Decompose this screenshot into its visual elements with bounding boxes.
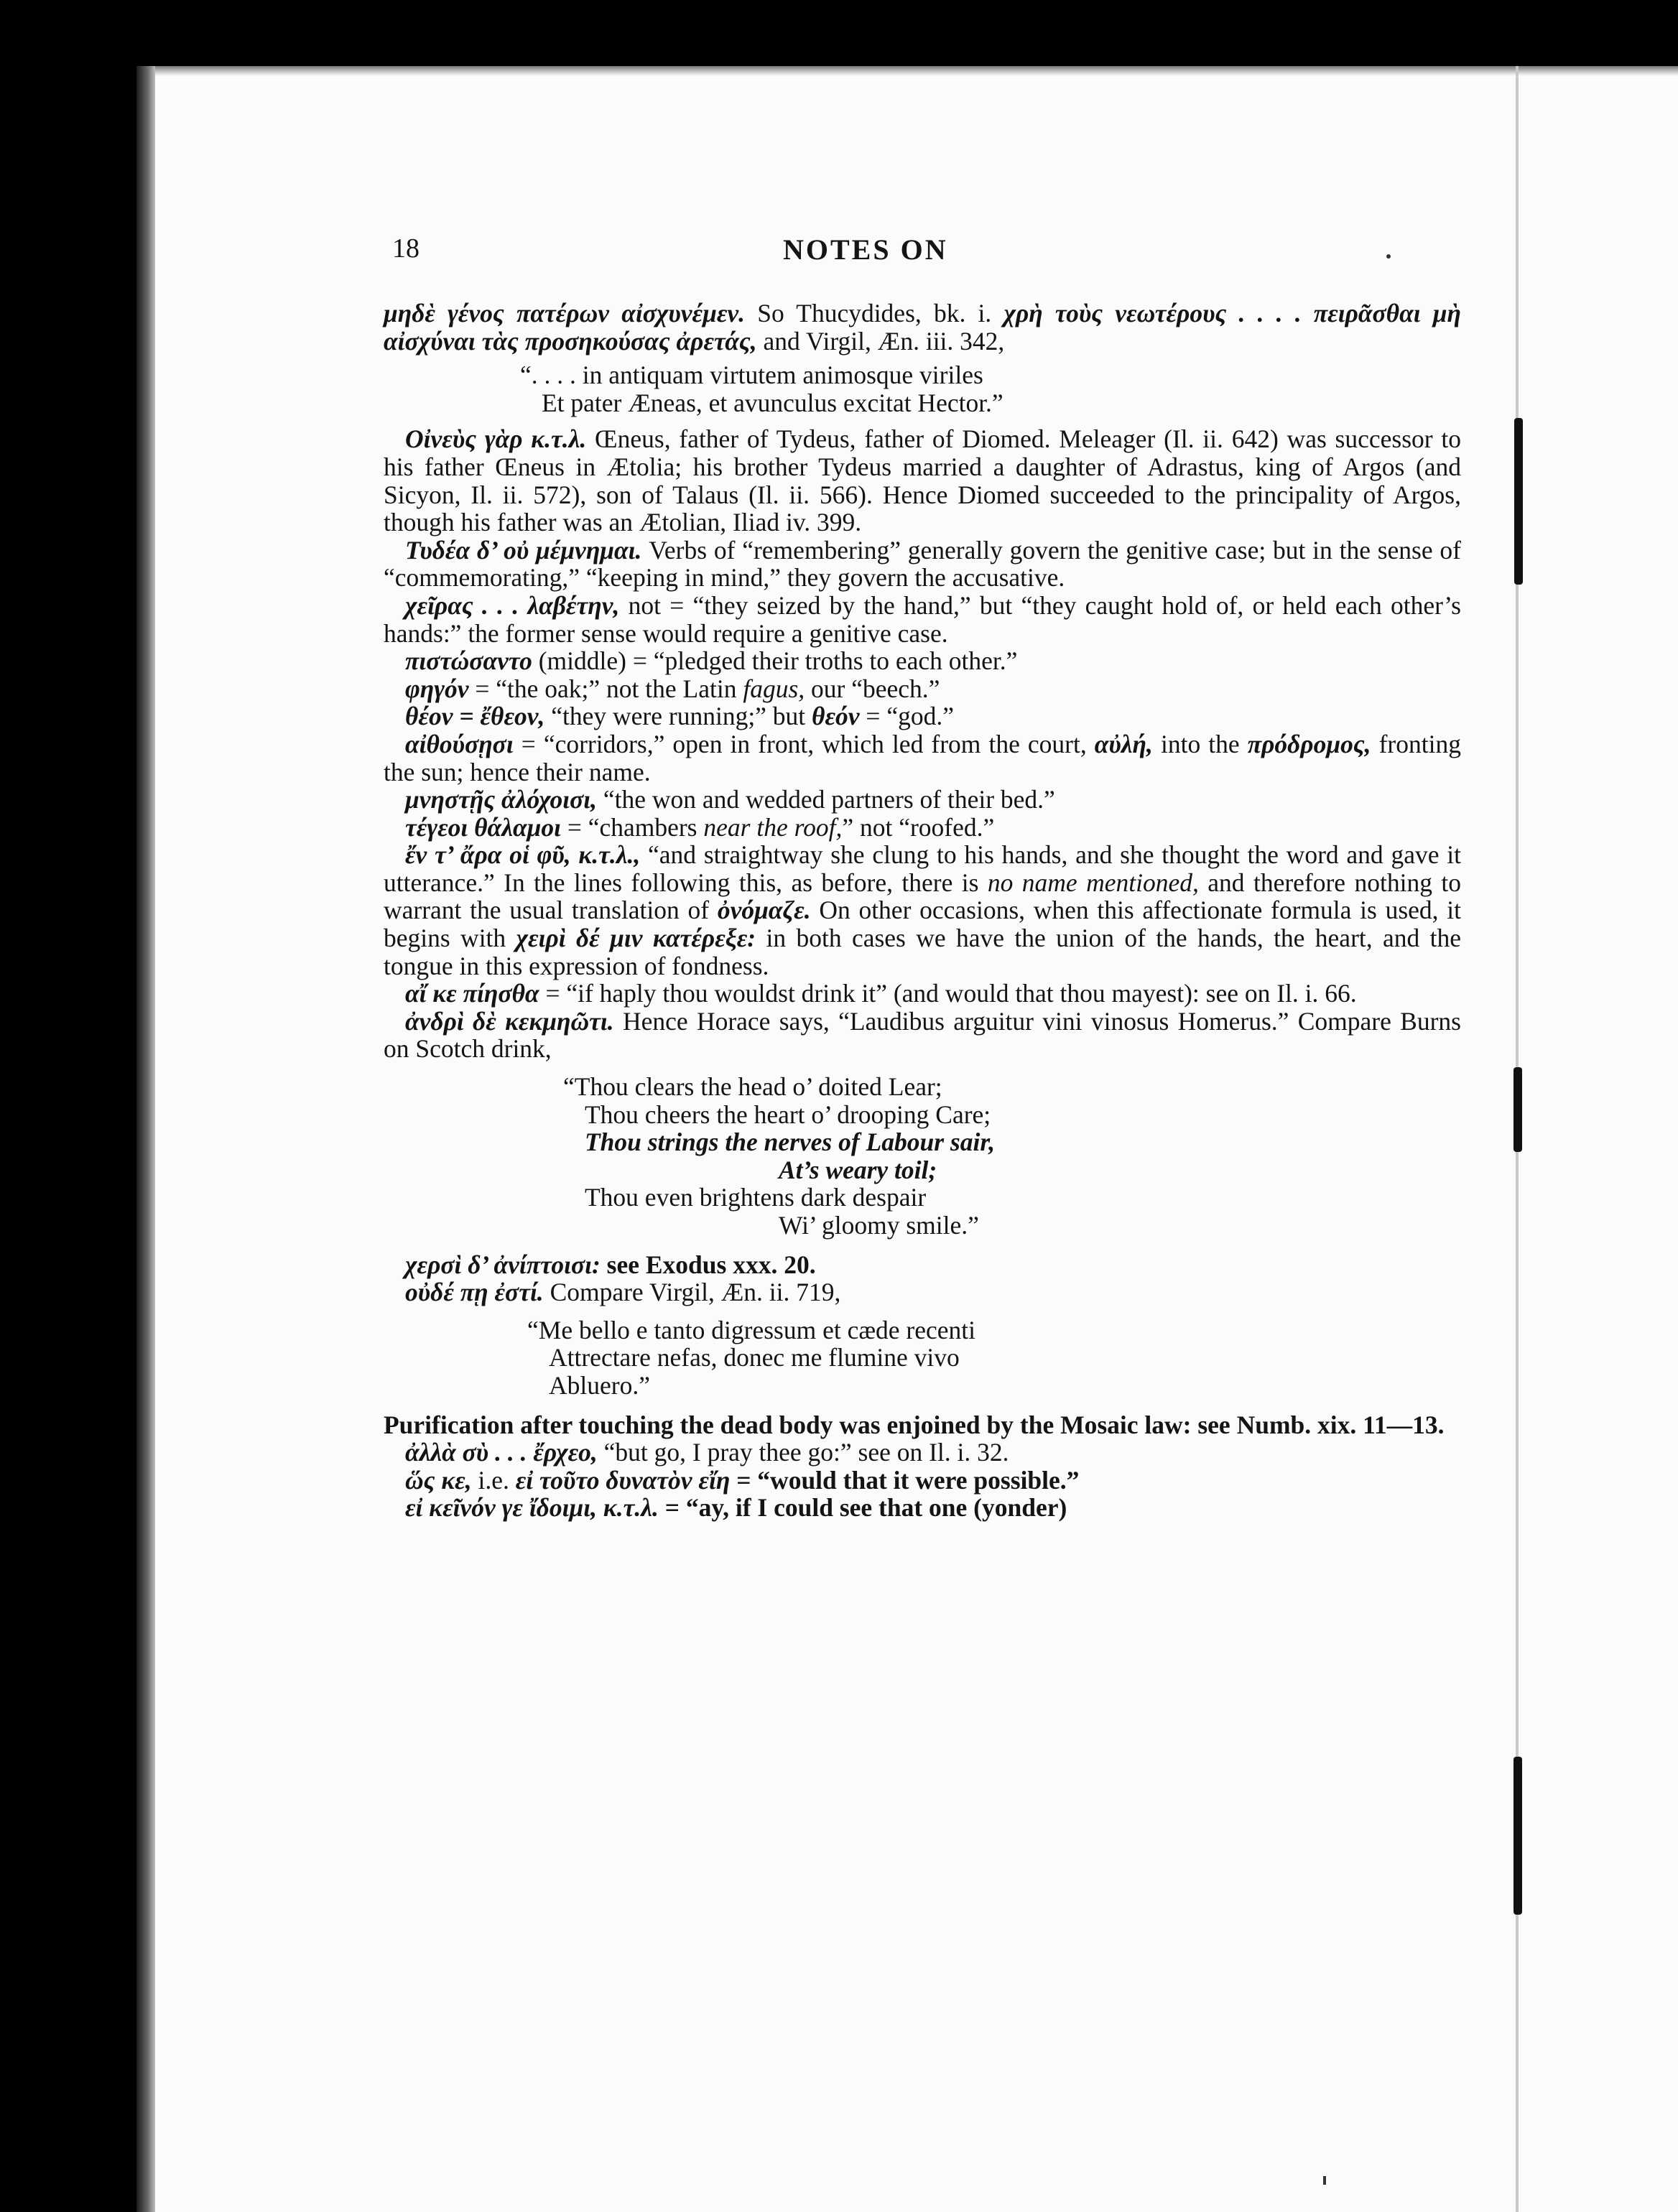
paragraph xyxy=(384,1494,1461,1522)
paragraph xyxy=(384,647,1461,675)
text: = “the oak;” not the Latin xyxy=(468,674,743,703)
greek-quote: χειρὶ δέ μιν κατέρεξε: xyxy=(516,924,756,953)
text: Hence Horace says, “Laudibus arguitur vini vinosus Homerus.” Compare Burns on Scotch drink, xyxy=(384,1006,1461,1064)
paragraph xyxy=(384,1251,1461,1279)
greek-lemma: Οἰνεὺς γὰρ κ.τ.λ. xyxy=(405,424,587,454)
greek-word: θεόν xyxy=(812,702,860,731)
paragraph xyxy=(384,425,1461,536)
greek-lemma: μνηστῇς ἀλόχοισι, xyxy=(405,785,598,814)
greek-lemma: θέον = ἔθεον, xyxy=(405,702,545,731)
verse-line: Thou even brightens dark despair xyxy=(585,1183,927,1212)
binding-gutter xyxy=(136,66,155,2212)
text: On other occasions, when this affectionate formula is used, it begins with xyxy=(384,896,1461,953)
greek-lemma: χεῖρας . . . λαβέτην, xyxy=(405,590,620,620)
text: (middle) = “pledged their troths to each other.” xyxy=(532,646,1018,676)
verse-line: Et pater Æneas, et avunculus excitat Hector.” xyxy=(542,388,1003,417)
greek-lemma: τέγεοι θάλαμοι xyxy=(405,812,561,842)
text: Œneus, father of Tydeus, father of Diomed. Meleager (Il. ii. 642) was successor to his father Œneus in Ætolia; his brother Tydeus married a daughter of Adrastus, king of Argos (and Sicyon, Il. ii. 572), son of Talaus (Il. ii. 566). Hence Diomed succeeded to the principality of Argos, though his father was an Ætolian, Iliad iv. 399. xyxy=(384,424,1461,537)
paragraph xyxy=(384,1439,1461,1467)
greek-lemma: εἰ κεῖνόν γε ἴδοιμι, κ.τ.λ. xyxy=(405,1493,659,1523)
page-body xyxy=(384,299,1461,1522)
greek-word: αὐλή, xyxy=(1094,729,1153,758)
greek-lemma: ἀνδρὶ δὲ κεκμηῶτι. xyxy=(405,1006,614,1036)
text: in both cases we have the union of the hands, the heart, and the tongue in this expression of fondness. xyxy=(384,924,1461,980)
text: “and straightway she clung to his hands, and she thought the word and gave it utterance.” In the lines following this, as before, there is xyxy=(384,840,1461,897)
greek-lemma: αἴ κε πίησθα xyxy=(405,979,539,1008)
verse-line: Attrectare nefas, donec me flumine vivo xyxy=(549,1343,960,1372)
paragraph xyxy=(384,675,1461,703)
paragraph xyxy=(384,730,1461,786)
text: into the xyxy=(1152,729,1248,758)
greek-lemma: χερσὶ δ’ ἀνίπτοισι: xyxy=(405,1250,601,1279)
text: = “ay, if I could see that one (yonder) xyxy=(658,1493,1067,1523)
greek-lemma: πιστώσαντο xyxy=(405,646,532,676)
page-top-edge xyxy=(155,66,1678,76)
greek-lemma: φηγόν xyxy=(405,674,469,703)
paragraph: Purification after touching the dead body was enjoined by the Mosaic law: see Numb. xix. 11—13. xyxy=(384,1410,1445,1439)
greek-lemma: Τυδέα δ’ οὐ μέμνημαι. xyxy=(405,535,642,564)
text: fronting the sun; hence their name. xyxy=(384,729,1461,786)
text: = “god.” xyxy=(859,702,954,731)
paragraph xyxy=(384,1467,1461,1495)
paragraph xyxy=(384,702,1461,730)
text: “but go, I pray thee go:” see on Il. i. 32. xyxy=(597,1438,1009,1467)
verse-line: Thou strings the nerves of Labour sair, xyxy=(585,1128,996,1157)
text: our “beech.” xyxy=(805,674,940,703)
greek-word: πρόδρομος, xyxy=(1247,729,1371,758)
text: see Exodus xxx. 20. xyxy=(600,1250,816,1279)
text: ” not “roofed.” xyxy=(842,812,995,842)
paragraph xyxy=(384,786,1461,814)
scan-mark xyxy=(1514,418,1523,585)
greek-lemma: αἰθούσῃσι xyxy=(405,729,514,758)
paragraph xyxy=(384,841,1461,980)
running-title: NOTES ON xyxy=(783,233,948,266)
text: = “would that it were possible.” xyxy=(730,1465,1080,1495)
verse-line: At’s weary toil; xyxy=(779,1155,937,1184)
italic-text: no name mentioned, xyxy=(987,868,1199,897)
paragraph xyxy=(384,536,1461,592)
text: “they were running;” but xyxy=(544,702,812,731)
text: and therefore nothing to warrant the usual translation of xyxy=(384,868,1461,925)
greek-quote: εἰ τοῦτο δυνατὸν εἴη xyxy=(515,1465,731,1495)
text: = “corridors,” open in front, which led from the court, xyxy=(513,729,1095,758)
text: = “if haply thou wouldst drink it” (and would that thou mayest): see on Il. i. 66. xyxy=(539,979,1357,1008)
text: = “chambers xyxy=(560,812,704,842)
text: Verbs of “remembering” generally govern the genitive case; but in the sense of “commemorating,” “keeping in mind,” they govern the accusative. xyxy=(384,535,1461,592)
scanned-page xyxy=(136,66,1678,2212)
scan-mark xyxy=(1514,1067,1522,1152)
verse-line: Wi’ gloomy smile.” xyxy=(779,1211,979,1240)
text: Compare Virgil, Æn. ii. 719, xyxy=(543,1278,841,1307)
page-header xyxy=(136,233,1678,276)
greek-word: ὀνόμαζε. xyxy=(717,896,811,925)
paragraph xyxy=(384,980,1461,1008)
paragraph xyxy=(384,814,1461,842)
paragraph xyxy=(384,1008,1461,1063)
verse-line: “. . . . in antiquam virtutem animosque viriles xyxy=(520,361,983,390)
paragraph xyxy=(384,592,1461,647)
greek-lemma: οὐδέ πῃ ἐστί. xyxy=(405,1278,544,1307)
text: So Thucydides, bk. i. xyxy=(745,299,1004,327)
greek-lemma: μηδὲ γένος πατέρων αἰσχυνέμεν. xyxy=(384,299,746,327)
verse-line: “Thou clears the head o’ doited Lear; xyxy=(563,1072,942,1102)
greek-lemma: ἔν τ’ ἄρα οἱ φῦ, κ.τ.λ., xyxy=(405,840,641,870)
verse-quote xyxy=(527,1316,1461,1400)
paragraph xyxy=(384,1278,1461,1306)
text: and Virgil, Æn. iii. 342, xyxy=(756,326,1005,356)
greek-lemma: ὥς κε, xyxy=(405,1465,472,1495)
page-number: 18 xyxy=(392,233,420,264)
text: i.e. xyxy=(471,1465,516,1495)
text: not = “they seized by the hand,” but “they caught hold of, or held each other’s hands:” the former sense would require a genitive case. xyxy=(384,590,1461,648)
text: “the won and wedded partners of their bed.” xyxy=(597,785,1055,814)
verse-quote xyxy=(563,1073,1461,1240)
verse-line: Abluero.” xyxy=(549,1370,650,1400)
verse-quote xyxy=(520,361,1461,417)
paragraph xyxy=(384,299,1461,355)
verse-line: “Me bello e tanto digressum et cæde recenti xyxy=(527,1315,975,1344)
verse-line: Thou cheers the heart o’ drooping Care; xyxy=(585,1100,991,1129)
scan-speck xyxy=(1323,2176,1326,2185)
greek-quote: χρὴ τοὺς νεωτέρους . . . . πειρᾶσθαι μὴ αἰσχύναι τὰς προσηκούσας ἀρετάς, xyxy=(384,299,1461,356)
italic-text: fagus, xyxy=(743,674,805,703)
scan-mark xyxy=(1514,1757,1522,1915)
italic-text: near the roof, xyxy=(703,812,843,842)
greek-lemma: ἀλλὰ σὺ . . . ἔρχεο, xyxy=(405,1438,598,1467)
